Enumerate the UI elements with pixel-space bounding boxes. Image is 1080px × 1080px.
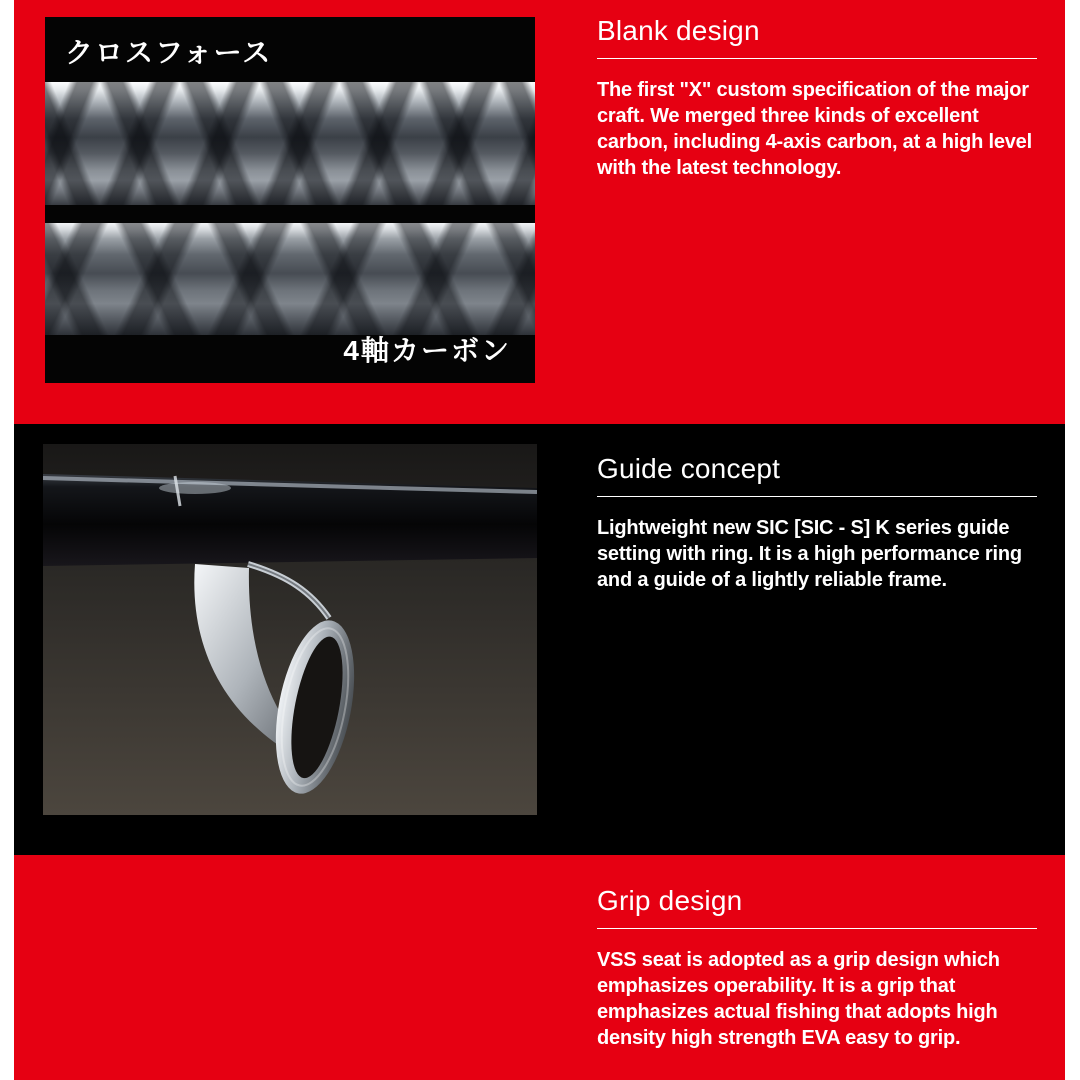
heading-underline xyxy=(597,496,1037,497)
section-grip-design xyxy=(14,855,1065,1080)
grip-design-body: VSS seat is adopted as a grip design which emphasizes operability. It is a grip that emphasizes actual fishing that adopts high density high strength EVA easy to grip. xyxy=(597,949,1000,1049)
carbon-blank-photo xyxy=(45,17,535,383)
section-guide-concept xyxy=(14,424,1065,855)
four-axis-carbon-blank-image xyxy=(45,223,535,335)
page-content xyxy=(14,0,1065,1080)
guide-concept-text xyxy=(597,452,1049,593)
blank-design-heading: Blank design xyxy=(597,15,760,46)
rod-guide-illustration xyxy=(43,444,537,815)
rod-guide-photo xyxy=(43,444,537,815)
blank-photo-label-bottom: 4軸カーボン xyxy=(343,335,511,366)
guide-concept-body: Lightweight new SIC [SIC - S] K series guide setting with ring. It is a high performance ring and a guide of a lightly reliable frame. xyxy=(597,517,1022,591)
grip-design-heading: Grip design xyxy=(597,885,743,916)
section-blank-design xyxy=(14,0,1065,424)
blank-design-text xyxy=(597,14,1049,181)
grip-design-text xyxy=(597,884,1049,1051)
blank-photo-label-top: クロスフォース xyxy=(65,37,273,68)
heading-underline xyxy=(597,58,1037,59)
heading-underline xyxy=(597,928,1037,929)
blank-design-body: The first "X" custom specification of the major craft. We merged three kinds of excellent carbon, including 4-axis carbon, at a high level with the latest technology. xyxy=(597,79,1032,179)
guide-concept-heading: Guide concept xyxy=(597,453,781,484)
cross-force-blank-image xyxy=(45,82,535,205)
